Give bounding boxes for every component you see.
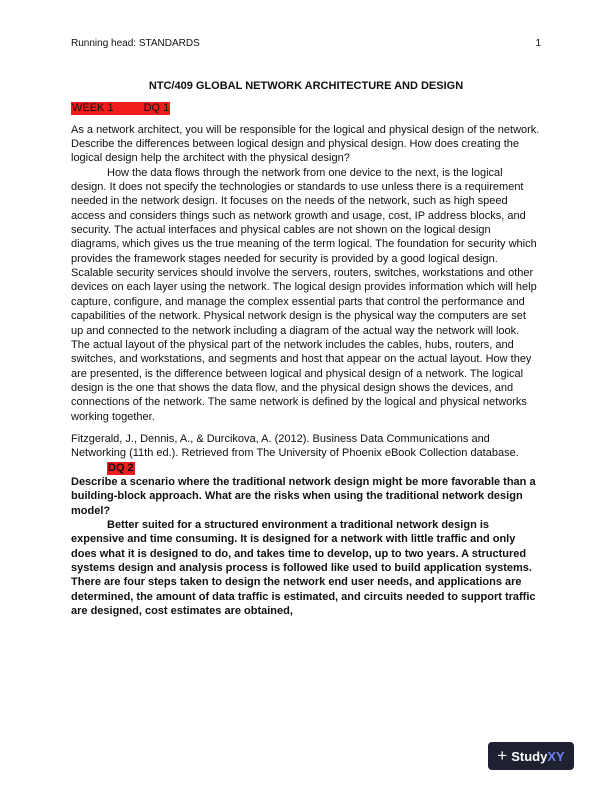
week-label: WEEK 1	[72, 102, 114, 115]
dq2-answer: Better suited for a structured environment a traditional network design is expensive and time consuming. It is designed for a network with little traffic and only does what it is designed to do, and takes time to develop, up to two years. A structured systems design and analysis process is followed like used to build application systems. There are four steps taken to design the network end user needs, and applications are determined, the amount of data traffic is estimated, and circuits needed to support traffic are designed, cost estimates are obtained,	[71, 518, 536, 618]
dq1-answer: How the data flows through the network from one device to the next, is the logical design. It does not specify the technologies or standards to use unless there is a requirement needed in the network design. It focuses on the needs of the network, such as high speed access and considers things such as network growth and usage, cost, IP address blocks, and security. The actual interfaces and physical cables are not shown on the logical design diagrams, which gives us the true meaning of the term logical. The foundation for security which provides the framework stages needed for security is provided by a good logical design. Scalable security services should involve the servers, routers, switches, workstations and other devices on each layer using the network. The logical design provides information which will help capture, configure, and manage the complex essential parts that control the performance and capabilities of the network. Physical network design is the physical way the computers are set up and connected to the network including a diagram of the actual way the network will look. The actual layout of the physical part of the network includes the cables, hubs, routers, and switches, and workstations, and segments and host that appear on the actual layout. How they are presented, is the difference between logical and physical design of a network. The logical design is the one that shows the data flow, and the physical design shows the devices, and connections of the network. The same network is defined by the logical and physical networks working together.	[71, 166, 537, 423]
document-body	[71, 79, 541, 618]
plus-icon: +	[497, 746, 508, 765]
running-head: Running head: STANDARDS	[71, 38, 200, 49]
page-header	[71, 37, 541, 51]
week-highlight	[71, 102, 170, 115]
dq1-label: DQ 1	[143, 102, 170, 115]
document-title: NTC/409 GLOBAL NETWORK ARCHITECTURE AND DESIGN	[148, 80, 464, 92]
week-heading	[71, 101, 541, 115]
reference: Fitzgerald, J., Dennis, A., & Durcikova, A. (2012). Business Data Communications and Networking (11th ed.). Retrieved from The University of Phoenix eBook Collection database.	[71, 432, 519, 460]
logo-name: Study	[511, 748, 548, 764]
page-number: 1	[535, 38, 541, 49]
studyxy-logo[interactable]	[488, 742, 574, 770]
dq2-heading	[107, 461, 541, 475]
dq2-label: DQ 2	[108, 461, 134, 474]
logo-accent: XY	[547, 748, 565, 764]
dq2-question: Describe a scenario where the traditional network design might be more favorable than a building-block approach. What are the risks when using the traditional network design model?	[71, 475, 536, 517]
dq1-question: As a network architect, you will be responsible for the logical and physical design of the network. Describe the differences between logical design and physical design. How does creating the logical design help the architect with the physical design?	[71, 123, 540, 165]
